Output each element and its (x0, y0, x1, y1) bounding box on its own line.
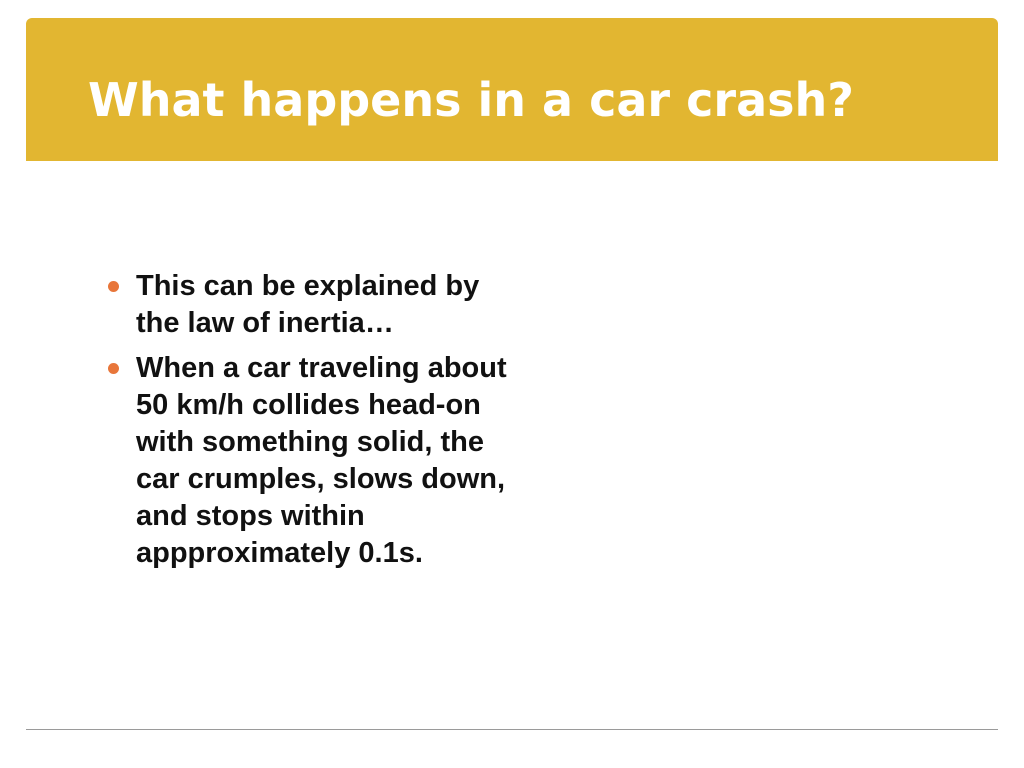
footer-divider (26, 729, 998, 730)
bullet-item (106, 350, 526, 572)
bullet-item (106, 268, 526, 342)
slide-body (106, 268, 526, 580)
slide-title: What happens in a car crash? (88, 73, 854, 127)
bullet-text: This can be explained by the law of inertia… (136, 270, 480, 339)
bullet-dot-icon (108, 281, 119, 292)
bullet-text: When a car traveling about 50 km/h collides head-on with something solid, the car crumples, slows down, and stops within appproximately 0.1s. (136, 352, 507, 569)
bullet-list (106, 268, 526, 572)
bullet-dot-icon (108, 363, 119, 374)
